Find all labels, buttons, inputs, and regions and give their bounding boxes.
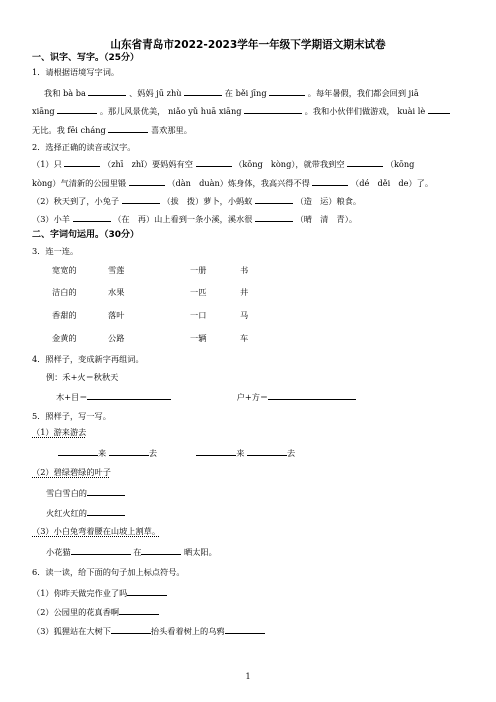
text: （1）你昨天做完作业了吗 [32, 588, 128, 598]
q2-line-a [32, 157, 472, 170]
text: 、妈妈 [129, 88, 154, 98]
text: 去 [148, 448, 158, 458]
pinyin: xiāng [32, 106, 55, 116]
answer-blank[interactable] [247, 446, 287, 456]
answer-blank[interactable] [269, 86, 305, 96]
text: （2）秋天到了，小兔子 [32, 196, 120, 206]
text: （dàn duàn）炼身体，我高兴得不得 [167, 178, 310, 188]
text: 火红火红的 [46, 508, 87, 518]
answer-blank[interactable] [111, 624, 151, 634]
answer-blank[interactable] [347, 157, 383, 167]
match-item[interactable]: 落叶 [108, 310, 125, 320]
pinyin: fēi cháng [67, 125, 106, 135]
pinyin: jiā [408, 88, 419, 98]
text: 木+目＝ [56, 392, 88, 402]
answer-blank[interactable] [255, 212, 293, 222]
text: （zhī zhǐ）要妈妈有空 [103, 159, 193, 169]
answer-blank[interactable] [196, 446, 236, 456]
answer-blank[interactable] [64, 157, 100, 167]
text: 晒太阳。 [184, 547, 217, 557]
match-item[interactable]: 洁白的 [52, 287, 77, 297]
page-title: 山东省青岛市2022-2023学年一年级下学期语文期末试卷 [110, 39, 386, 51]
text: （3）狐狸站在大树下 [32, 626, 111, 636]
match-item[interactable]: 一册 [190, 265, 207, 275]
answer-blank[interactable] [71, 545, 131, 555]
text: 小花猫 [46, 547, 71, 557]
match-item[interactable]: 井 [240, 287, 249, 297]
q6-part-3 [32, 624, 472, 637]
text: 去 [287, 448, 296, 458]
answer-blank[interactable] [184, 86, 222, 96]
text: （在 再）山上看到一条小溪，溪水很 [113, 214, 253, 224]
answer-blank[interactable] [119, 605, 159, 615]
match-item[interactable]: 香甜的 [52, 310, 77, 320]
question-3: 3．连一连。 [32, 246, 79, 256]
question-5: 5．照样子，写一写。 [32, 411, 111, 421]
answer-blank[interactable] [122, 194, 160, 204]
text: （晴 清 青）。 [295, 214, 358, 224]
q1-line-b [32, 104, 472, 117]
question-6: 6．读一读，给下面的句子加上标点符号。 [32, 567, 185, 577]
q1-line-c [32, 123, 472, 136]
text: （造 运）粮食。 [295, 196, 362, 206]
answer-blank[interactable] [225, 624, 265, 634]
text: 户+方＝ [236, 392, 269, 402]
q5-part-1-blanks [58, 446, 472, 459]
match-item[interactable]: 一辆 [190, 333, 207, 343]
q5-part-2-a [46, 486, 472, 499]
match-item[interactable]: 公路 [108, 333, 125, 343]
answer-blank[interactable] [127, 586, 167, 596]
match-item[interactable]: 一匹 [190, 287, 207, 297]
question-1: 1．请根据语境写字词。 [32, 67, 120, 77]
page-number: 1 [245, 672, 251, 681]
pinyin: niǎo yǔ huā xiāng [167, 106, 242, 116]
q6-part-1 [32, 586, 472, 599]
answer-blank[interactable] [87, 506, 125, 516]
answer-blank[interactable] [255, 194, 293, 204]
q5-part-3-blanks [46, 545, 472, 558]
q2-line-b [32, 176, 472, 189]
q5-part-3: （3）小白兔弯着腰在山坡上割草。 [32, 526, 161, 536]
text: 抬头看着树上的乌鸦 [150, 626, 225, 636]
text: 喜欢那里。 [150, 125, 192, 135]
text: 我和 [44, 88, 61, 98]
q4-example: 例：禾+火＝秋秋天 [46, 372, 119, 382]
answer-blank[interactable] [88, 86, 126, 96]
answer-blank[interactable] [87, 390, 171, 400]
answer-blank[interactable] [244, 104, 302, 114]
text: （kōng [385, 159, 415, 169]
answer-blank[interactable] [87, 486, 125, 496]
text: 来 [98, 448, 107, 458]
question-2: 2．选择正确的读音或汉字。 [32, 142, 136, 152]
text: （拔 拨）萝卜，小蚂蚁 [162, 196, 253, 206]
q2-line-d [32, 212, 472, 225]
text: 。我和小伙伴们做游戏， [304, 106, 395, 116]
q6-part-2 [32, 605, 472, 618]
match-item[interactable]: 雪莲 [108, 265, 125, 275]
text: 无比。我 [32, 125, 65, 135]
answer-blank[interactable] [268, 390, 356, 400]
text: 雪白雪白的 [46, 488, 87, 498]
match-item[interactable]: 水果 [108, 287, 125, 297]
match-item[interactable]: 金黄的 [52, 333, 77, 343]
section-1-heading: 一、识字、写字。（25分） [32, 53, 140, 63]
text: 在 [133, 547, 142, 557]
pinyin: běi jīng [235, 88, 267, 98]
answer-blank[interactable] [58, 446, 98, 456]
answer-blank[interactable] [141, 545, 181, 555]
answer-blank[interactable] [129, 176, 165, 186]
pinyin: jū zhù [156, 88, 182, 98]
q5-part-2: （2）碧绿碧绿的叶子 [32, 467, 111, 477]
pinyin: kuài lè [397, 106, 426, 116]
q4-row [56, 390, 472, 403]
match-item[interactable]: 书 [240, 265, 249, 275]
answer-blank[interactable] [312, 176, 348, 186]
text: 。每年暑假，我们都会回到 [307, 88, 407, 98]
text: （3）小羊 [32, 214, 70, 224]
text: 来 [236, 448, 245, 458]
text: 在 [224, 88, 233, 98]
q5-part-2-b [46, 506, 472, 519]
text: （kōng kòng），就带我到空 [234, 159, 345, 169]
q1-line-a [44, 86, 472, 99]
answer-blank[interactable] [73, 212, 111, 222]
question-4: 4．照样子，变成新字再组词。 [32, 354, 144, 364]
match-item[interactable]: 宽宽的 [52, 265, 77, 275]
answer-blank[interactable] [196, 157, 232, 167]
match-item[interactable]: 车 [240, 333, 249, 343]
text: （1）只 [32, 159, 62, 169]
text: （2）公园里的花真香啊 [32, 607, 120, 617]
match-item[interactable]: 马 [240, 310, 249, 320]
text: kòng）气清新的公园里锻 [32, 178, 127, 188]
text: （dé děi de）了。 [351, 178, 434, 188]
match-item[interactable]: 一口 [190, 310, 207, 320]
q2-line-c [32, 194, 472, 207]
answer-blank[interactable] [108, 123, 148, 133]
text: 。那儿风景优美， [99, 106, 166, 116]
answer-blank[interactable] [57, 104, 97, 114]
answer-blank[interactable] [428, 104, 450, 114]
answer-blank[interactable] [109, 446, 149, 456]
section-2-heading: 二、字词句运用。（30分） [32, 230, 140, 240]
pinyin: bà ba [63, 88, 86, 98]
q5-part-1: （1）游来游去 [32, 427, 87, 437]
